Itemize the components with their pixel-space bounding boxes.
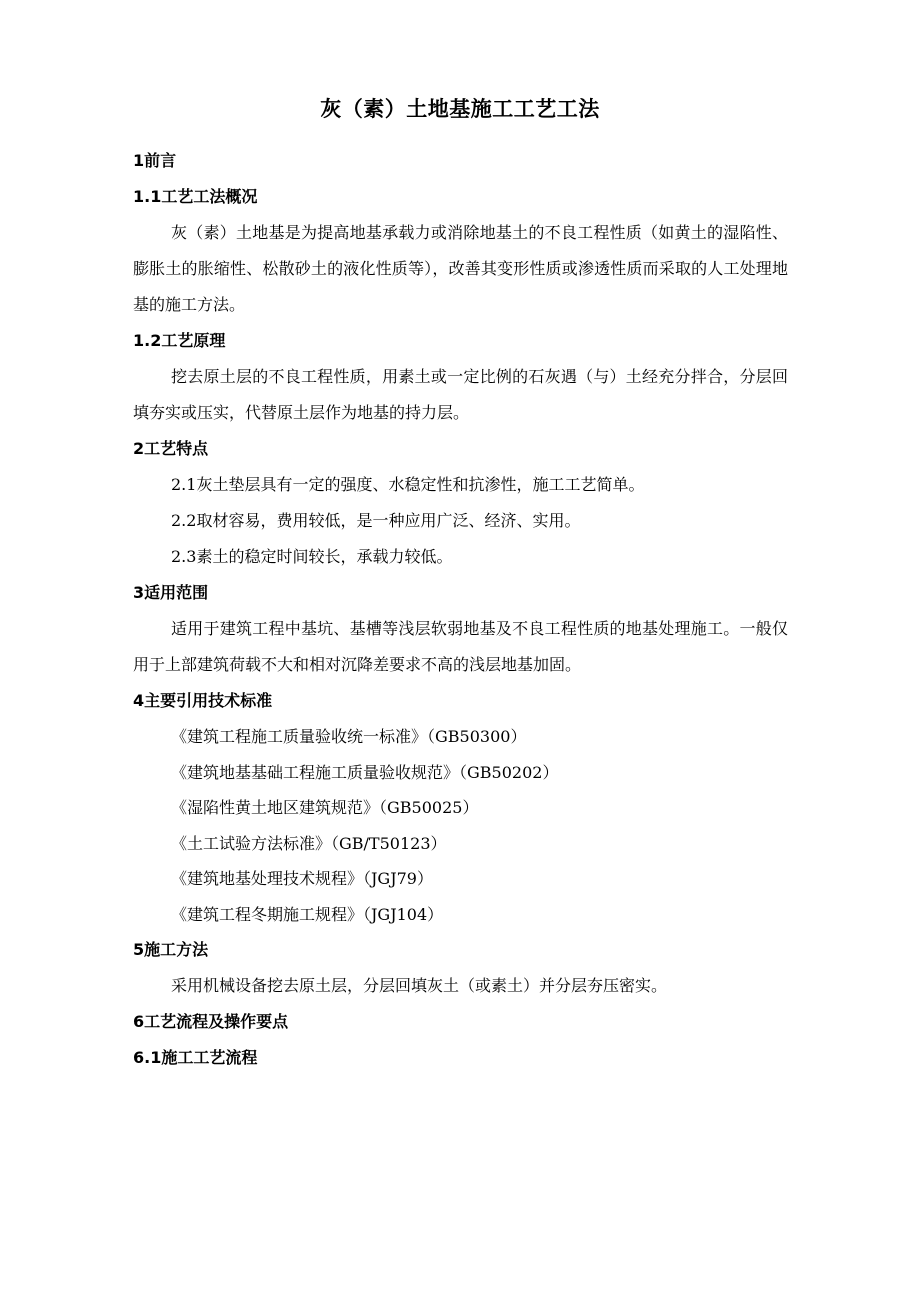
section-heading-1-1: 1.1工艺工法概况 xyxy=(133,187,258,206)
document-body xyxy=(133,143,788,1076)
standard-item: 《建筑工程冬期施工规程》（JGJ104） xyxy=(171,904,444,924)
section-heading-4: 4主要引用技术标准 xyxy=(133,691,273,710)
section-heading-6-1: 6.1施工工艺流程 xyxy=(133,1048,258,1067)
section-heading-1-2: 1.2工艺原理 xyxy=(133,331,226,350)
document-title: 灰（素）土地基施工工艺工法 xyxy=(320,97,600,121)
section-heading-1: 1前言 xyxy=(133,151,177,170)
section-heading-3: 3适用范围 xyxy=(133,583,209,602)
section-heading-2: 2工艺特点 xyxy=(133,439,209,458)
standard-item: 《土工试验方法标准》（GB/T50123） xyxy=(171,833,447,853)
standard-item: 《建筑地基基础工程施工质量验收规范》（GB50202） xyxy=(171,762,559,782)
feature-item: 2.3素土的稳定时间较长，承载力较低。 xyxy=(171,547,453,566)
section-heading-5: 5施工方法 xyxy=(133,940,209,959)
paragraph-overview: 灰（素）土地基是为提高地基承载力或消除地基土的不良工程性质（如黄土的湿陷性、膨胀土的胀缩性、松散砂土的液化性质等），改善其变形性质或渗透性质而采取的人工处理地基的施工方法。 xyxy=(133,223,788,314)
paragraph-method: 采用机械设备挖去原土层，分层回填灰土（或素土）并分层夯压密实。 xyxy=(171,976,668,995)
standard-item: 《建筑工程施工质量验收统一标准》（GB50300） xyxy=(171,727,527,746)
paragraph-scope: 适用于建筑工程中基坑、基槽等浅层软弱地基及不良工程性质的地基处理施工。一般仅用于上部建筑荷载不大和相对沉降差要求不高的浅层地基加固。 xyxy=(133,619,788,674)
feature-item: 2.1灰土垫层具有一定的强度、水稳定性和抗渗性，施工工艺简单。 xyxy=(171,475,645,494)
feature-item: 2.2取材容易，费用较低，是一种应用广泛、经济、实用。 xyxy=(171,511,581,530)
standard-item: 《建筑地基处理技术规程》（JGJ79） xyxy=(171,869,433,888)
paragraph-principle: 挖去原土层的不良工程性质，用素土或一定比例的石灰遇（与）土经充分拌合，分层回填夯实或压实，代替原土层作为地基的持力层。 xyxy=(133,367,788,422)
standard-item: 《湿陷性黄土地区建筑规范》（GB50025） xyxy=(171,798,479,817)
section-heading-6: 6工艺流程及操作要点 xyxy=(133,1012,289,1031)
